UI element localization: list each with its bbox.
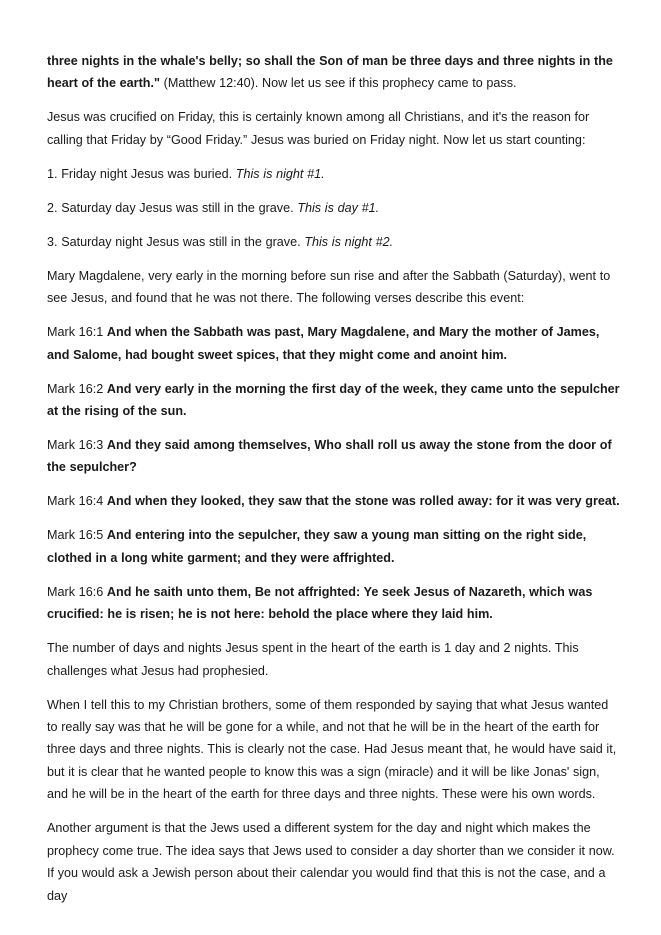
list-item-emphasis: This is night #2. <box>304 234 394 249</box>
verse-text: And he saith unto them, Be not affrighted: Ye seek Jesus of Nazareth, which was crucified: he is risen; he is not here: behold the place where they laid him. <box>47 584 593 622</box>
verse-reference: Mark 16:5 <box>47 528 107 543</box>
verse-reference: Mark 16:4 <box>47 494 107 509</box>
verse-text: And when they looked, they saw that the stone was rolled away: for it was very great. <box>106 494 620 509</box>
paragraph-mary-magdalene: Mary Magdalene, very early in the morning before sun rise and after the Sabbath (Saturday), went to see Jesus, and found that he was not there. The following verses describe this event: <box>47 268 611 306</box>
verse-mark-16-2 <box>47 378 622 423</box>
quote-reference-text: (Matthew 12:40). Now let us see if this prophecy came to pass. <box>159 76 517 91</box>
paragraph-christian-brothers: When I tell this to my Christian brothers, some of them responded by saying that what Jesus wanted to really say was that he will be gone for a while, and not that he will be in the heart of the earth for three days and three nights. This is clearly not the case. Had Jesus meant that, he would have said it, but it is clear that he wanted people to know this was a sign (miracle) and it will be like Jonas' sign, and he will be in the heart of the earth for three days and three nights. These were his own words. <box>47 697 617 802</box>
quote-bold-text: three nights in the whale's belly; so shall the Son of man be three days and three nights in the heart of the earth." <box>47 54 613 91</box>
verse-reference: Mark 16:6 <box>47 584 107 599</box>
verse-text: And when the Sabbath was past, Mary Magdalene, and Mary the mother of James, and Salome, had bought sweet spices, that they might come and anoint him. <box>47 325 600 362</box>
verse-mark-16-1 <box>47 321 622 366</box>
document-page <box>47 50 622 919</box>
paragraph-matthew-quote <box>47 50 622 95</box>
paragraph-jewish-calendar: Another argument is that the Jews used a different system for the day and night which makes the prophecy come true. The idea says that Jews used to consider a day shorter than we consider it now. If you would ask a Jewish person about their calendar you would find that this is not the case, and a day <box>47 821 615 903</box>
list-item-1 <box>47 163 622 185</box>
verse-text: And very early in the morning the first day of the week, they came unto the sepulcher at the rising of the sun. <box>47 381 620 419</box>
verse-reference: Mark 16:3 <box>47 438 107 453</box>
verse-mark-16-4 <box>47 490 622 512</box>
list-item-3 <box>47 231 622 253</box>
list-item-text: 1. Friday night Jesus was buried. <box>47 166 236 181</box>
paragraph-days-count: The number of days and nights Jesus spent in the heart of the earth is 1 day and 2 nights. This challenges what Jesus had prophesied. <box>47 641 579 678</box>
verse-reference: Mark 16:2 <box>47 381 107 396</box>
verse-mark-16-5 <box>47 524 622 569</box>
verse-mark-16-6 <box>47 581 622 626</box>
list-item-text: 3. Saturday night Jesus was still in the grave. <box>47 234 305 249</box>
verse-text: And entering into the sepulcher, they saw a young man sitting on the right side, clothed in a long white garment; and they were affrighted. <box>47 528 587 565</box>
paragraph-good-friday: Jesus was crucified on Friday, this is certainly known among all Christians, and it's the reason for calling that Friday by “Good Friday.” Jesus was buried on Friday night. Now let us start counting: <box>47 110 590 147</box>
list-item-2 <box>47 197 622 219</box>
verse-mark-16-3 <box>47 434 622 479</box>
list-item-emphasis: This is night #1. <box>235 166 325 181</box>
list-item-text: 2. Saturday day Jesus was still in the grave. <box>47 200 298 215</box>
list-item-emphasis: This is day #1. <box>297 200 380 215</box>
verse-reference: Mark 16:1 <box>47 325 107 340</box>
verse-text: And they said among themselves, Who shall roll us away the stone from the door of the sepulcher? <box>47 438 612 475</box>
